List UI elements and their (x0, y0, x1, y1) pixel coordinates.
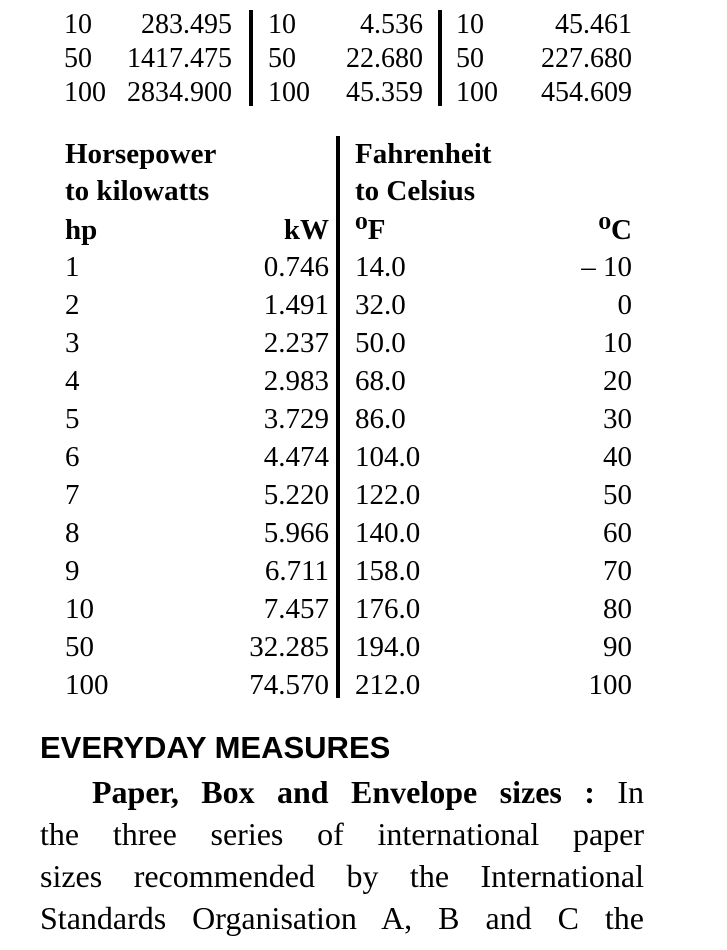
top-col3-unit: 100 (456, 77, 498, 108)
hp-value: 8 (65, 517, 80, 549)
top-col3-value: 45.461 (555, 9, 632, 40)
top-col1-value: 2834.900 (127, 77, 232, 108)
temp-table-title-line1: Fahrenheit (355, 138, 492, 170)
hp-value: 1 (65, 251, 80, 283)
table-row (0, 324, 727, 362)
top-col2-unit: 50 (268, 43, 296, 74)
paragraph-text: In (617, 774, 645, 810)
fahrenheit-value: 176.0 (355, 593, 421, 625)
celsius-value: 70 (603, 555, 632, 587)
top-col2-value: 22.680 (346, 43, 423, 74)
top-column-divider (438, 10, 442, 106)
fahrenheit-value: 50.0 (355, 327, 406, 359)
hp-column-header: hp (65, 214, 98, 246)
fahrenheit-value: 122.0 (355, 479, 421, 511)
kw-value: 32.285 (249, 631, 329, 663)
top-col3-value: 454.609 (541, 77, 632, 108)
paragraph-line (92, 771, 644, 813)
fahrenheit-value: 14.0 (355, 251, 406, 283)
top-col1-value: 1417.475 (127, 43, 232, 74)
celsius-value: 80 (603, 593, 632, 625)
celsius-value: – 10 (581, 251, 632, 283)
column-header-row (0, 211, 727, 249)
table-row (0, 590, 727, 628)
celsius-value: 10 (603, 327, 632, 359)
paragraph-line: sizes recommended by the International (40, 858, 644, 894)
paragraph-line: the three series of international paper (40, 816, 644, 852)
table-row (0, 400, 727, 438)
top-col1-unit: 100 (64, 77, 106, 108)
top-col3-unit: 10 (456, 9, 484, 40)
celsius-value: 90 (603, 631, 632, 663)
table-row (0, 514, 727, 552)
hp-value: 3 (65, 327, 80, 359)
top-col3-value: 227.680 (541, 43, 632, 74)
table-row (0, 286, 727, 324)
fahrenheit-value: 140.0 (355, 517, 421, 549)
celsius-value: 0 (617, 289, 632, 321)
hp-value: 9 (65, 555, 80, 587)
celsius-value: 20 (603, 365, 632, 397)
kw-value: 5.220 (263, 479, 329, 511)
table-row (0, 438, 727, 476)
hp-table-title-line1: Horsepower (65, 138, 217, 170)
hp-value: 100 (65, 669, 109, 701)
fahrenheit-value: 86.0 (355, 403, 406, 435)
fahrenheit-value: 68.0 (355, 365, 406, 397)
celsius-value: 60 (603, 517, 632, 549)
celsius-value: 100 (588, 669, 632, 701)
hp-value: 7 (65, 479, 80, 511)
kw-value: 2.237 (263, 327, 329, 359)
fahrenheit-value: 158.0 (355, 555, 421, 587)
table-row (0, 628, 727, 666)
paragraph-lead: Paper, Box and Envelope sizes : (92, 774, 595, 810)
hp-value: 6 (65, 441, 80, 473)
table-row (0, 476, 727, 514)
celsius-value: 40 (603, 441, 632, 473)
celsius-value: 50 (603, 479, 632, 511)
table-row (0, 552, 727, 590)
top-col1-value: 283.495 (141, 9, 232, 40)
kw-value: 4.474 (263, 441, 329, 473)
table-row (0, 666, 727, 704)
fahrenheit-value: 194.0 (355, 631, 421, 663)
kw-value: 74.570 (249, 669, 329, 701)
table-row (0, 248, 727, 286)
top-column-divider (249, 10, 253, 106)
celsius-column-header: ⁰C (598, 214, 632, 246)
kw-value: 2.983 (263, 365, 329, 397)
kw-value: 6.711 (264, 555, 329, 587)
paragraph-line: Standards Organisation A, B and C the (40, 900, 644, 936)
top-col2-value: 45.359 (346, 77, 423, 108)
top-col1-unit: 10 (64, 9, 92, 40)
fahrenheit-value: 104.0 (355, 441, 421, 473)
hp-value: 10 (65, 593, 94, 625)
temp-table-title-line2: to Celsius (355, 175, 476, 207)
fahrenheit-column-header: ⁰F (355, 214, 386, 246)
top-col3-unit: 50 (456, 43, 484, 74)
kw-column-header: kW (283, 214, 329, 246)
kw-value: 5.966 (263, 517, 329, 549)
kw-value: 3.729 (263, 403, 329, 435)
hp-value: 2 (65, 289, 80, 321)
hp-table-title-line2: to kilowatts (65, 175, 210, 207)
kw-value: 7.457 (263, 593, 329, 625)
kw-value: 1.491 (263, 289, 329, 321)
top-col2-unit: 100 (268, 77, 310, 108)
top-col1-unit: 50 (64, 43, 92, 74)
kw-value: 0.746 (263, 251, 329, 283)
top-col2-unit: 10 (268, 9, 296, 40)
hp-value: 5 (65, 403, 80, 435)
celsius-value: 30 (603, 403, 632, 435)
fahrenheit-value: 32.0 (355, 289, 406, 321)
top-col2-value: 4.536 (360, 9, 423, 40)
hp-value: 50 (65, 631, 94, 663)
hp-value: 4 (65, 365, 80, 397)
fahrenheit-value: 212.0 (355, 669, 421, 701)
table-column-divider (336, 136, 340, 698)
table-row (0, 362, 727, 400)
section-title: EVERYDAY MEASURES (40, 730, 391, 765)
